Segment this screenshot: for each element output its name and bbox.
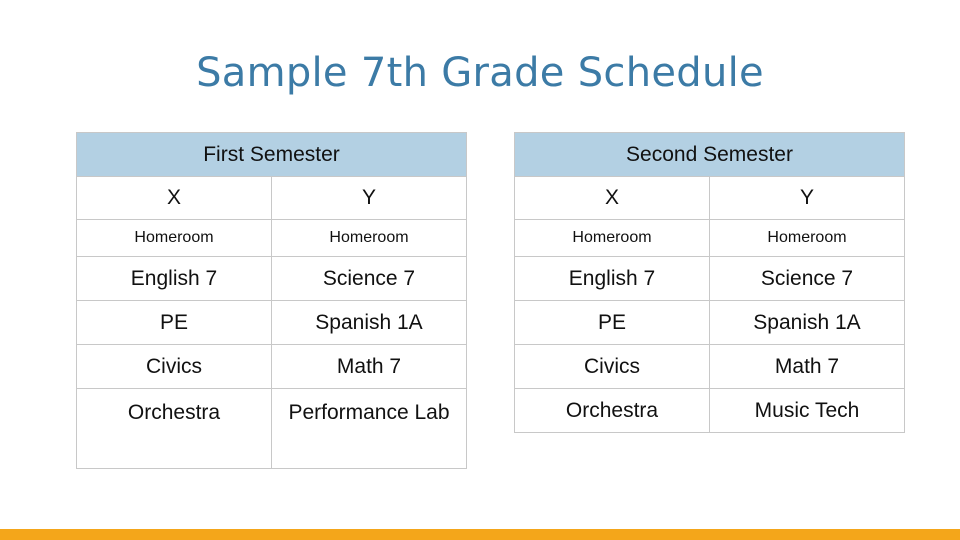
course-cell: Homeroom	[515, 220, 710, 257]
course-cell: English 7	[77, 257, 272, 301]
course-cell: English 7	[515, 257, 710, 301]
course-cell: PE	[515, 301, 710, 345]
period-row	[515, 177, 905, 220]
course-cell: Homeroom	[77, 220, 272, 257]
table-row	[515, 301, 905, 345]
course-cell: Orchestra	[77, 389, 272, 469]
course-cell: Civics	[515, 345, 710, 389]
course-cell: Math 7	[710, 345, 905, 389]
course-cell: Performance Lab	[272, 389, 467, 469]
table-row	[77, 220, 467, 257]
header-row	[77, 133, 467, 177]
course-cell: Homeroom	[272, 220, 467, 257]
first-semester-table	[76, 132, 467, 469]
second-semester-table	[514, 132, 905, 433]
period-label-x: X	[515, 177, 710, 220]
course-cell: Orchestra	[515, 389, 710, 433]
table-row	[515, 220, 905, 257]
course-cell: Spanish 1A	[710, 301, 905, 345]
course-cell: Spanish 1A	[272, 301, 467, 345]
course-cell: Science 7	[272, 257, 467, 301]
table-row	[77, 345, 467, 389]
period-label-y: Y	[710, 177, 905, 220]
course-cell: Civics	[77, 345, 272, 389]
period-row	[77, 177, 467, 220]
course-cell: Science 7	[710, 257, 905, 301]
semester-header: First Semester	[77, 133, 467, 177]
table-row	[77, 257, 467, 301]
period-label-y: Y	[272, 177, 467, 220]
table-row	[515, 345, 905, 389]
course-cell: Music Tech	[710, 389, 905, 433]
table-row	[515, 257, 905, 301]
course-cell: Math 7	[272, 345, 467, 389]
period-label-x: X	[77, 177, 272, 220]
table-row	[515, 389, 905, 433]
course-cell: PE	[77, 301, 272, 345]
table-row	[77, 389, 467, 469]
table-row	[77, 301, 467, 345]
accent-bar	[0, 529, 960, 540]
header-row	[515, 133, 905, 177]
slide-title: Sample 7th Grade Schedule	[196, 50, 764, 96]
semester-header: Second Semester	[515, 133, 905, 177]
course-cell: Homeroom	[710, 220, 905, 257]
